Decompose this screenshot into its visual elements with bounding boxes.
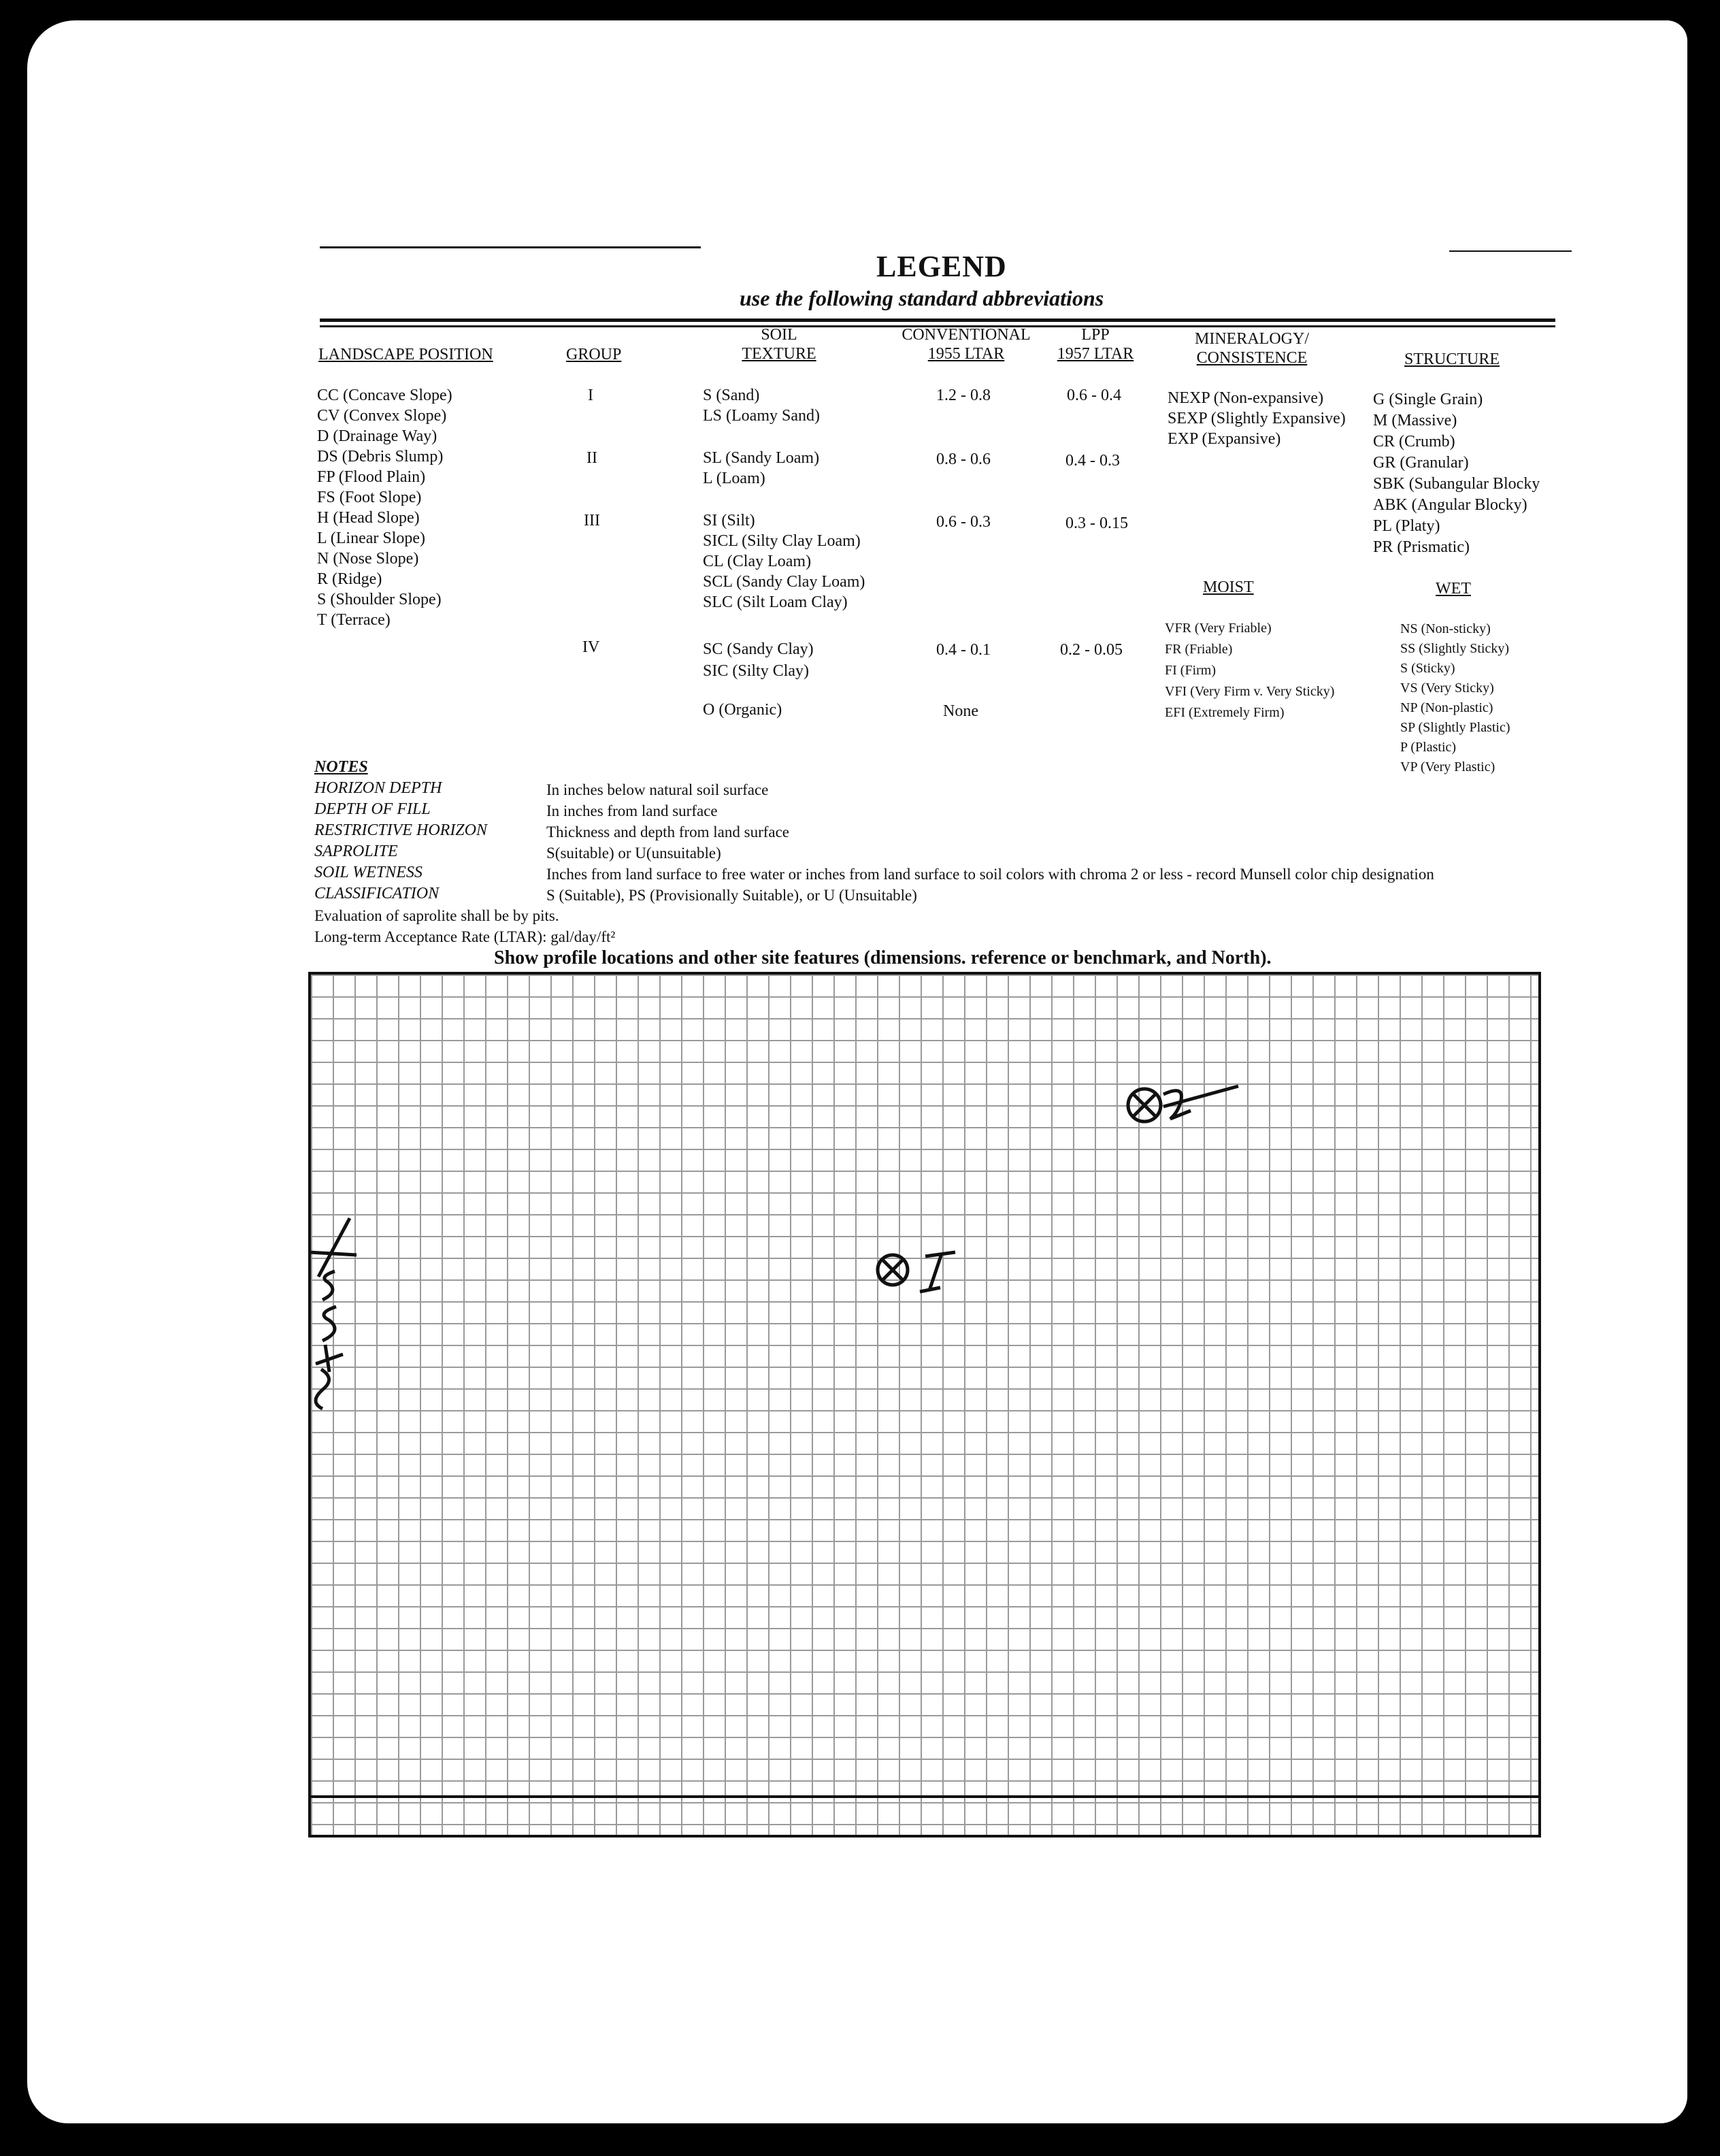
note-term: SOIL WETNESS [314, 864, 423, 881]
list-item: FP (Flood Plain) [317, 468, 426, 486]
list-item: PL (Platy) [1373, 517, 1440, 535]
structure-list [1373, 389, 1540, 558]
list-item: P (Plastic) [1400, 740, 1457, 755]
list-item: CC (Concave Slope) [317, 387, 452, 404]
list-item: SL (Sandy Loam) [703, 449, 820, 467]
list-item: FS (Foot Slope) [317, 489, 422, 506]
street-label [302, 1211, 363, 1416]
list-item: EFI (Extremely Firm) [1165, 705, 1285, 720]
ltar-note: Long-term Acceptance Rate (LTAR): gal/day/ft² [314, 928, 616, 945]
list-item: ABK (Angular Blocky) [1373, 496, 1527, 514]
list-item: M (Massive) [1373, 412, 1457, 429]
list-item: H (Head Slope) [317, 509, 420, 527]
note-desc: In inches from land surface [546, 802, 718, 819]
profile-mark-1 [870, 1243, 978, 1297]
list-item: R (Ridge) [317, 570, 382, 588]
lpp-value: 0.6 - 0.4 [1067, 387, 1121, 404]
col-structure: STRUCTURE [1404, 350, 1500, 368]
legend-title: LEGEND [876, 250, 1007, 283]
list-item: SP (Slightly Plastic) [1400, 720, 1510, 735]
notes-terms [314, 778, 487, 904]
list-item: L (Loam) [703, 470, 765, 487]
list-item: SIC (Silty Clay) [703, 662, 810, 680]
grid-bottom-rule [308, 1795, 1541, 1798]
list-item: DS (Debris Slump) [317, 448, 444, 466]
note-term: HORIZON DEPTH [314, 779, 442, 797]
group-label: III [584, 512, 600, 529]
mineralogy-list [1168, 388, 1346, 449]
lpp-value: 0.2 - 0.05 [1060, 641, 1123, 659]
group-label: IV [582, 638, 600, 656]
list-item: L (Linear Slope) [317, 529, 426, 547]
legend-subtitle: use the following standard abbreviations [740, 286, 1104, 310]
list-item: SS (Slightly Sticky) [1400, 641, 1510, 656]
group-label: II [586, 449, 597, 467]
texture-list [703, 510, 865, 612]
texture-list [703, 448, 819, 489]
conventional-value: 0.4 - 0.1 [936, 641, 991, 659]
moist-heading: MOIST [1203, 578, 1254, 596]
note-term: DEPTH OF FILL [314, 800, 431, 818]
texture-list [703, 638, 814, 682]
list-item: EXP (Expansive) [1168, 430, 1281, 448]
list-item: CV (Convex Slope) [317, 407, 447, 425]
note-desc: Thickness and depth from land surface [546, 823, 790, 840]
col-conventional: CONVENTIONAL 1955 LTAR [902, 326, 1031, 363]
list-item: S (Sticky) [1400, 661, 1455, 676]
col-soil-texture: SOIL TEXTURE [742, 326, 816, 363]
list-item: CL (Clay Loam) [703, 553, 812, 570]
list-item: T (Terrace) [317, 611, 391, 629]
wet-list [1400, 619, 1510, 777]
list-item: VS (Very Sticky) [1400, 681, 1494, 696]
list-item: FI (Firm) [1165, 663, 1216, 678]
top-rule-right [1449, 250, 1572, 252]
note-term: SAPROLITE [314, 843, 398, 860]
note-desc: S(suitable) or U(unsuitable) [546, 845, 721, 862]
note-desc: S (Suitable), PS (Provisionally Suitable), or U (Unsuitable) [546, 887, 917, 904]
list-item: SCL (Sandy Clay Loam) [703, 573, 865, 591]
list-item: SI (Silt) [703, 512, 755, 529]
col-mineralogy: MINERALOGY/ CONSISTENCE [1195, 330, 1309, 367]
notes-descriptions [546, 779, 1434, 906]
group-label: I [588, 387, 593, 404]
wet-heading: WET [1436, 580, 1471, 598]
list-item: N (Nose Slope) [317, 550, 419, 568]
list-item: D (Drainage Way) [317, 427, 437, 445]
col-landscape: LANDSCAPE POSITION [318, 346, 493, 363]
list-item: PR (Prismatic) [1373, 538, 1470, 556]
list-item: VFI (Very Firm v. Very Sticky) [1165, 684, 1335, 699]
list-item: VFR (Very Friable) [1165, 621, 1272, 636]
list-item: G (Single Grain) [1373, 391, 1483, 408]
list-item: FR (Friable) [1165, 642, 1233, 657]
notes-heading: NOTES [314, 758, 368, 776]
profile-mark-2 [1116, 1079, 1245, 1134]
list-item: S (Sand) [703, 387, 760, 404]
landscape-list [317, 385, 452, 630]
note-term: CLASSIFICATION [314, 885, 440, 902]
col-lpp: LPP 1957 LTAR [1057, 326, 1134, 363]
list-item: GR (Granular) [1373, 454, 1469, 472]
list-item: SEXP (Slightly Expansive) [1168, 410, 1346, 427]
list-item: SLC (Silt Loam Clay) [703, 593, 848, 611]
list-item: S (Shoulder Slope) [317, 591, 442, 608]
texture-list [703, 385, 820, 426]
list-item: SICL (Silty Clay Loam) [703, 532, 861, 550]
conventional-value: 0.6 - 0.3 [936, 513, 991, 531]
site-plan-instruction: Show profile locations and other site features (dimensions. reference or benchmark, and North). [494, 947, 1272, 968]
texture-organic: O (Organic) [703, 701, 782, 719]
conventional-none: None [943, 702, 978, 720]
saprolite-note: Evaluation of saprolite shall be by pits. [314, 907, 559, 924]
list-item: VP (Very Plastic) [1400, 760, 1495, 774]
conventional-value: 0.8 - 0.6 [936, 451, 991, 468]
list-item: LS (Loamy Sand) [703, 407, 820, 425]
list-item: SC (Sandy Clay) [703, 640, 814, 658]
col-group: GROUP [566, 346, 622, 363]
lpp-value: 0.3 - 0.15 [1065, 514, 1128, 532]
top-rule [320, 246, 701, 248]
list-item: NS (Non-sticky) [1400, 621, 1491, 636]
double-rule-1 [320, 318, 1555, 322]
conventional-value: 1.2 - 0.8 [936, 387, 991, 404]
moist-list [1165, 618, 1334, 723]
list-item: NP (Non-plastic) [1400, 700, 1493, 715]
list-item: SBK (Subangular Blocky [1373, 475, 1540, 493]
note-desc: In inches below natural soil surface [546, 781, 769, 798]
list-item: NEXP (Non-expansive) [1168, 389, 1324, 407]
note-desc: Inches from land surface to free water or inches from land surface to soil colors with chroma 2 or less - record Munsell color chip designation [546, 866, 1434, 883]
list-item: CR (Crumb) [1373, 433, 1455, 451]
note-term: RESTRICTIVE HORIZON [314, 821, 487, 839]
lpp-value: 0.4 - 0.3 [1065, 452, 1120, 470]
site-plan-grid[interactable] [308, 972, 1541, 1838]
